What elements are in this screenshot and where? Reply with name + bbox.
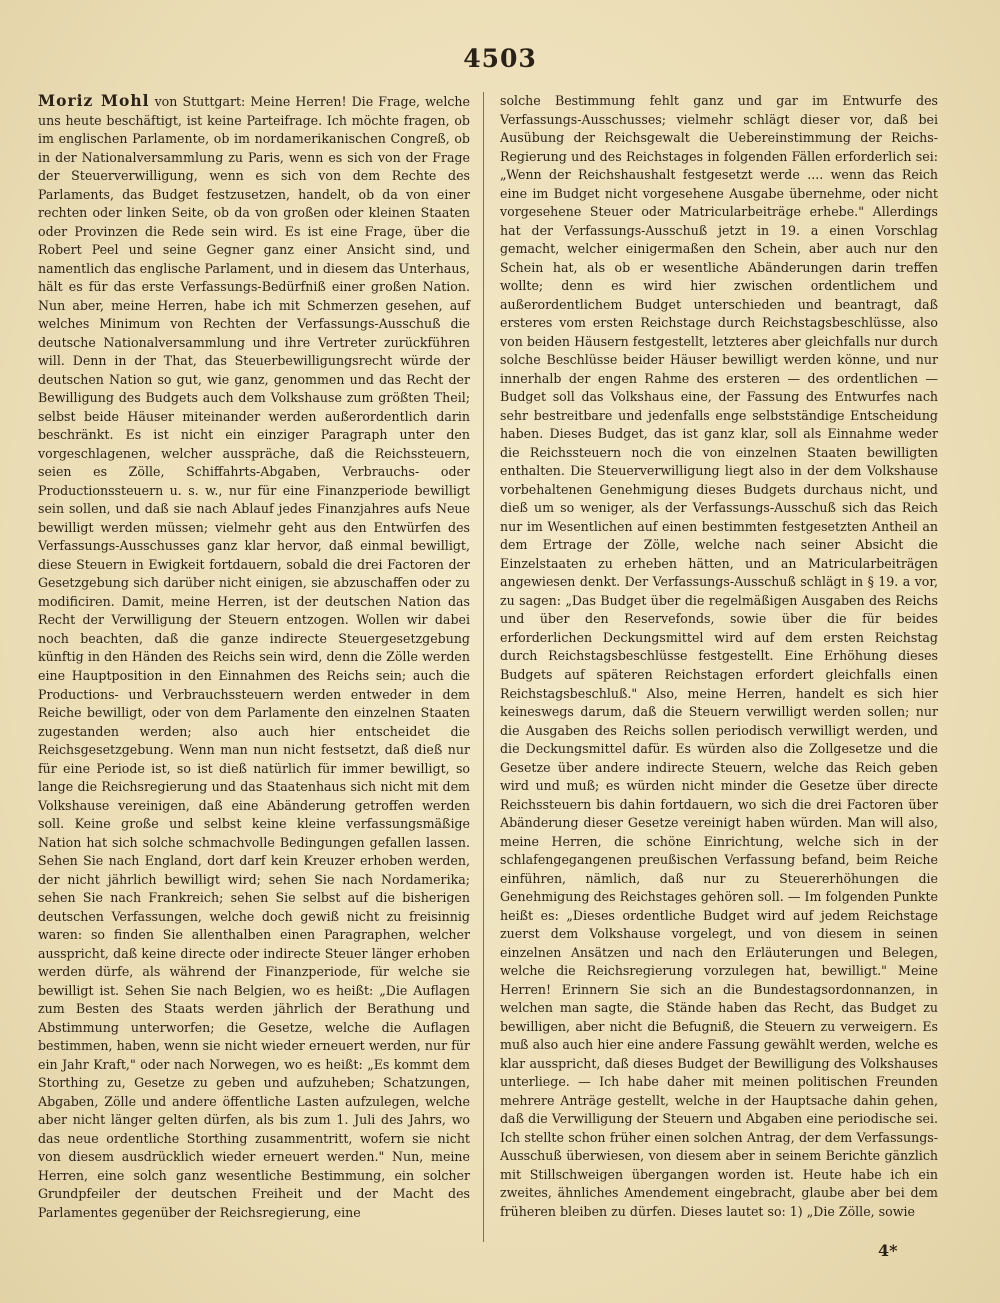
speech-text-right: solche Bestimmung fehlt ganz und gar im Entwurfe des Verfassungs-Ausschusses; vielmehr schlägt dieser vor, daß bei Ausübung der Reichsgewalt die Uebereinstimmung der Reichs-Regierung und des Reichstages in folgenden Fällen erforderlich sei: „Wenn der Reichshaushalt festgesetzt werde .... wenn das Reich eine im Budget nicht vorgesehene Ausgabe übernehme, oder nicht vorgesehene Steuer oder Matricularbeiträge erhebe." Allerdings hat der Verfassungs-Ausschuß jetzt in 19. a einen Vorschlag gemacht, welcher einigermaßen den Schein, aber auch nur den Schein hat, als ob er wesentliche Abänderungen darin treffen wollte; denn es wird hier zwischen ordentlichem und außerordentlichem Budget unterschieden und beantragt, daß ersteres vom ersten Reichstage durch Reichstagsbeschlüsse, also von beiden Häusern festgestellt, letzteres aber gleichfalls nur durch solche Beschlüsse beider Häuser bewilligt werden könne, und nur innerhalb der engen Rahme des ersteren — des ordentlichen — Budget soll das Volkshaus eine, der Fassung des Entwurfes nach sehr bestreitbare und jedenfalls enge selbstständige Entscheidung haben. Dieses Budget, das ist ganz klar, soll als Einnahme weder die Reichssteuern noch die von einzelnen Staaten bewilligten enthalten. Die Steuerverwilligung liegt also in der dem Volkshause vorbehaltenen Genehmigung dieses Budgets durchaus nicht, und dieß um so weniger, als der Verfassungs-Ausschuß sich das Reich nur im Wesentlichen auf einen bestimmten festgesetzten Antheil an dem Ertrage der Zölle, welche nach seiner Absicht die Einzelstaaten zu erheben hätten, und an Matricularbeiträgen angewiesen denkt. Der Verfassungs-Ausschuß schlägt in § 19. a vor, zu sagen: „Das Budget über die regelmäßigen Ausgaben des Reichs und über den Reservefonds, sowie über die für beides erforderlichen Deckungsmittel wird auf dem ersten Reichstag durch Reichstagsbeschlüsse festgestellt. Eine Erhöhung dieses Budgets auf späteren Reichstagen erfordert gleichfalls einen Reichstagsbeschluß." Also, meine Herren, handelt es sich hier keineswegs darum, daß die Steuern verwilligt werden sollen; nur die Ausgaben des Reichs sollen periodisch verwilligt werden, und die Deckungsmittel dafür. Es würden also die Zollgesetze und die Gesetze über andere indirecte Steuern, welche das Reich geben wird und muß; es würden nicht minder die Gesetze über directe Reichssteuern bis dahin fortdauern, wo sich die drei Factoren über Abänderung dieser Gesetze vereinigt haben würden. Man will also, meine Herren, die schöne Einrichtung, welche sich in der schlafengegangenen preußischen Verfassung befand, beim Reiche einführen, nämlich, daß nur zu Steuererhöhungen die Genehmigung des Reichstages gehören soll. — Im folgenden Punkte heißt es: „Dieses ordentliche Budget wird auf jedem Reichstage zuerst dem Volkshause vorgelegt, und von diesem in seinen einzelnen Ansätzen und nach den Erläuterungen und Belegen, welche die Reichsregierung vorzulegen hat, bewilligt." Meine Herren! Erinnern Sie sich an die Bundestagsordonnanzen, in welchen man sagte, die Stände haben das Recht, das Budget zu bewilligen, aber nicht die Befugniß, die Steuern zu verweigern. Es muß also auch hier eine andere Fassung gewählt werden, welche es klar ausspricht, daß dieses Budget der Bewilligung des Volkshauses unterliege. — Ich habe daher mit meinen politischen Freunden mehrere Anträge gestellt, welche in der Hauptsache dahin gehen, daß die Verwilligung der Steuern und Abgaben eine periodische sei. Ich stellte schon früher einen solchen Antrag, der dem Verfassungs-Ausschuß überwiesen, von diesem aber in seinem Berichte gänzlich mit Stillschweigen übergangen worden ist. Heute habe ich ein zweites, ähnliches Amendement eingebracht, glaube aber bei dem früheren bleiben zu dürfen. Dieses lautet so: 1) „Die Zölle, sowie bbox=[500, 93, 938, 1219]
right-column bbox=[500, 92, 938, 1221]
left-column bbox=[38, 92, 470, 1222]
speech-paragraph bbox=[38, 92, 470, 1222]
page-number: 4503 bbox=[463, 44, 537, 73]
speaker-name: Moriz Mohl bbox=[38, 91, 150, 110]
column-divider bbox=[483, 92, 484, 1242]
speaker-origin: von Stuttgart: bbox=[149, 94, 251, 109]
signature-mark: 4* bbox=[878, 1241, 898, 1260]
speech-text-left: Meine Herren! Die Frage, welche uns heute beschäftigt, ist keine Parteifrage. Ich möchte fragen, ob im englischen Parlamente, ob im nordamerikanischen Congreß, ob in der Nationalversammlung zu Paris, wenn es sich von der Frage der Steuerverwilligung, wenn es sich von dem Rechte des Parlaments, das Budget festzusetzen, handelt, ob da von einer rechten oder linken Seite, ob da von großen oder kleinen Staaten oder Provinzen die Rede sein wird. Es ist eine Frage, über die Robert Peel und seine Gegner ganz einer Ansicht sind, und namentlich das englische Parlament, und in diesem das Unterhaus, hält es für das erste Verfassungs-Bedürfniß einer großen Nation. Nun aber, meine Herren, habe ich mit Schmerzen gesehen, auf welches Minimum von Rechten der Verfassungs-Ausschuß die deutsche Nationalversammlung und ihre Vertreter zurückführen will. Denn in der That, das Steuerbewilligungsrecht würde der deutschen Nation so gut, wie ganz, genommen und das Recht der Bewilligung des Budgets auch dem Volkshause zum größten Theil; selbst beide Häuser miteinander werden außerordentlich darin beschränkt. Es ist nicht ein einziger Paragraph unter den vorgeschlagenen, welcher ausspräche, daß die Reichssteuern, seien es Zölle, Schiffahrts-Abgaben, Verbrauchs- oder Productionssteuern u. s. w., nur für eine Finanzperiode bewilligt sein sollen, und daß sie nach Ablauf jedes Finanzjahres aufs Neue bewilligt werden müssen; vielmehr geht aus den Entwürfen des Verfassungs-Ausschusses ganz klar hervor, daß einmal bewilligt, diese Steuern in Ewigkeit fortdauern, sobald die drei Factoren der Gesetzgebung sich darüber nicht einigen, sie abzuschaffen oder zu modificiren. Damit, meine Herren, ist der deutschen Nation das Recht der Verwilligung der Steuern entzogen. Wollen wir dabei noch beachten, daß die ganze indirecte Steuergesetzgebung künftig in den Händen des Reichs sein wird, denn die Zölle werden eine Hauptposition in den Einnahmen des Reichs sein; auch die Productions- und Verbrauchssteuern werden entweder in dem Reiche bewilligt, oder von dem Parlamente den einzelnen Staaten zugestanden werden; also auch hier entscheidet die Reichsgesetzgebung. Wenn man nun nicht festsetzt, daß dieß nur für eine Periode ist, so ist dieß natürlich für immer bewilligt, so lange die Reichsregierung und das Staatenhaus sich nicht mit dem Volkshause vereinigen, daß eine Abänderung getroffen werden soll. Keine große und selbst keine kleine verfassungsmäßige Nation hat sich solche schmachvolle Bedingungen gefallen lassen. Sehen Sie nach England, dort darf kein Kreuzer erhoben werden, der nicht jährlich bewilligt wird; sehen Sie nach Nordamerika; sehen Sie nach Frankreich; sehen Sie selbst auf die bisherigen deutschen Verfassungen, welche doch gewiß nicht zu freisinnig waren: so finden Sie allenthalben einen Paragraphen, welcher ausspricht, daß keine directe oder indirecte Steuer länger erhoben werden dürfe, als während der Finanzperiode, für welche sie bewilligt ist. Sehen Sie nach Belgien, wo es heißt: „Die Auflagen zum Besten des Staats werden jährlich der Berathung und Abstimmung unterworfen; die Gesetze, welche die Auflagen bestimmen, haben, wenn sie nicht wieder erneuert werden, nur für ein Jahr Kraft," oder nach Norwegen, wo es heißt: „Es kommt dem Storthing zu, Gesetze zu geben und aufzuheben; Schatzungen, Abgaben, Zölle und andere öffentliche Lasten aufzulegen, welche aber nicht länger gelten dürfen, als bis zum 1. Juli des Jahrs, wo das neue ordentliche Storthing zusammentritt, wofern sie nicht von diesem ausdrücklich wieder erneuert werden." Nun, meine Herren, eine solch ganz wesentliche Bestimmung, ein solcher Grundpfeiler der deutschen Freiheit und der Macht des Parlamentes gegenüber der Reichsregierung, eine bbox=[38, 94, 470, 1220]
